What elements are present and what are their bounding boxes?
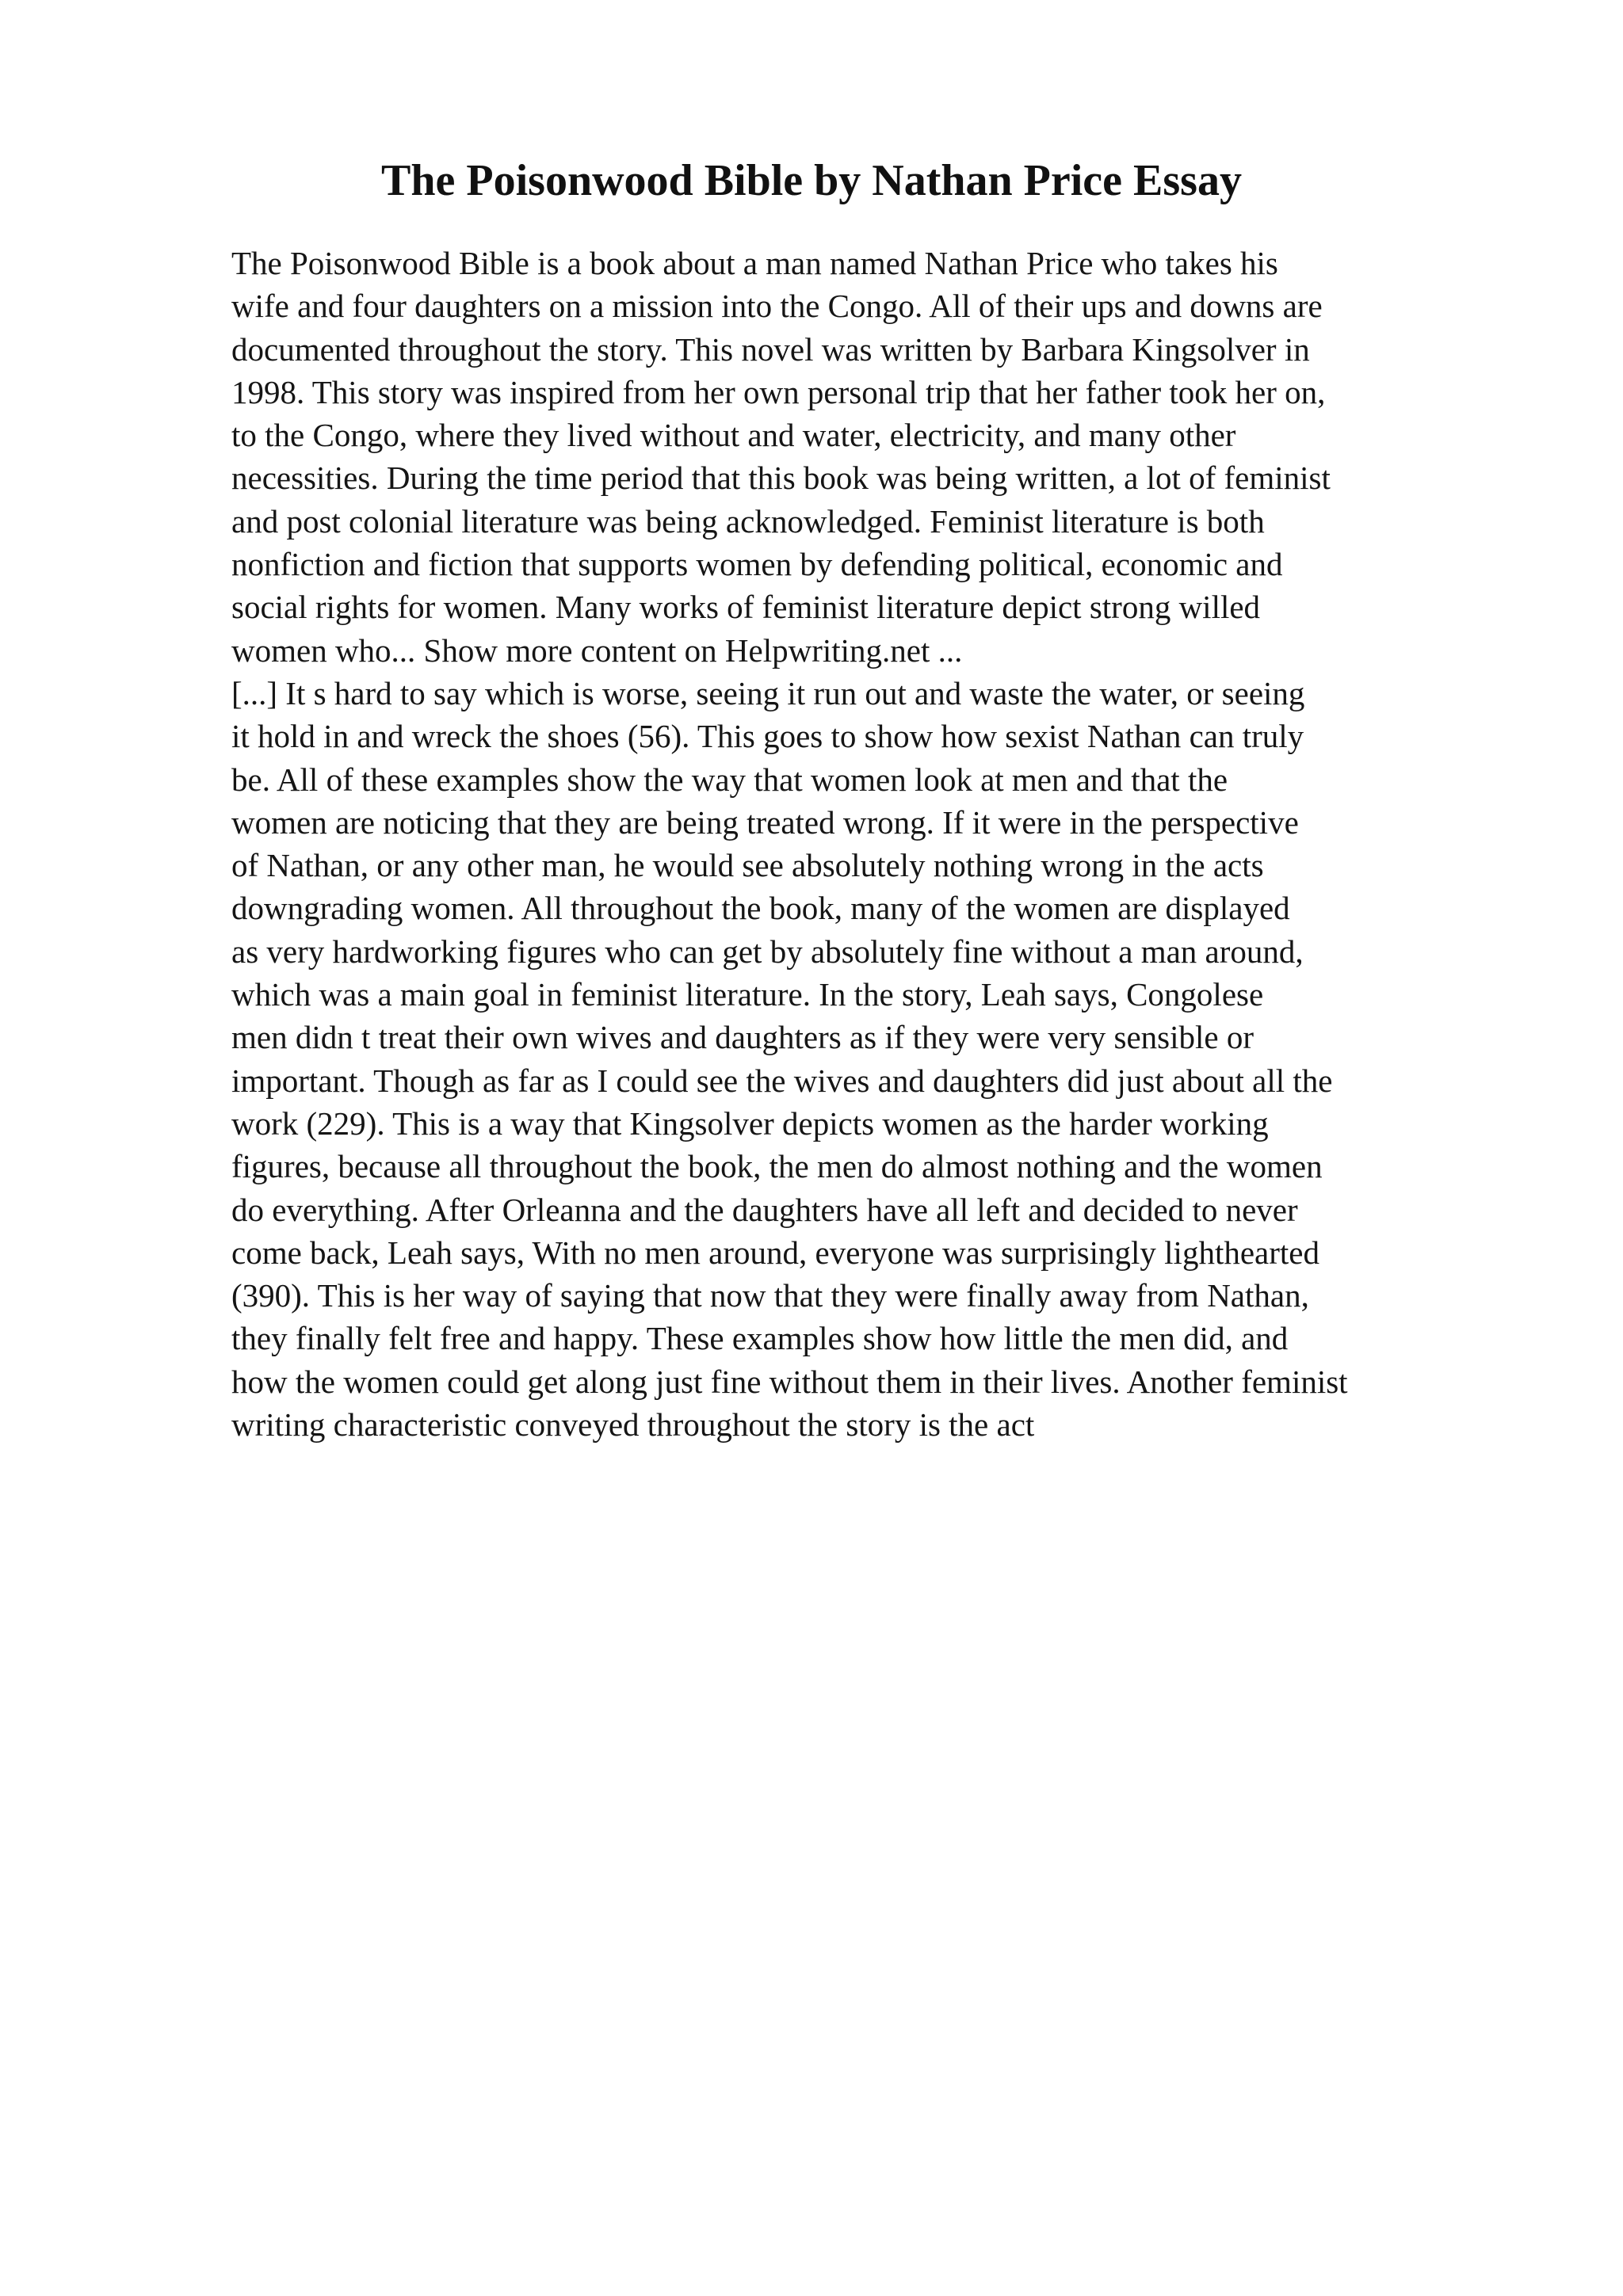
essay-line: social rights for women. Many works of feminist literature depict strong willed bbox=[231, 589, 1261, 626]
essay-line: necessities. During the time period that this book was being written, a lot of feminist bbox=[231, 460, 1331, 497]
essay-line: how the women could get along just fine without them in their lives. Another feminist bbox=[231, 1363, 1348, 1400]
document-title: The Poisonwood Bible by Nathan Price Essay bbox=[381, 156, 1242, 205]
essay-line: [...] It s hard to say which is worse, seeing it run out and waste the water, or seeing bbox=[231, 674, 1305, 711]
essay-line: of Nathan, or any other man, he would see absolutely nothing wrong in the acts bbox=[231, 847, 1264, 884]
essay-body bbox=[231, 242, 1531, 1446]
essay-line: writing characteristic conveyed throughout the story is the act bbox=[231, 1406, 1035, 1444]
essay-line: wife and four daughters on a mission into the Congo. All of their ups and downs are bbox=[231, 288, 1323, 325]
essay-line: women are noticing that they are being treated wrong. If it were in the perspective bbox=[231, 803, 1299, 841]
essay-line: downgrading women. All throughout the book, many of the women are displayed bbox=[231, 890, 1290, 927]
essay-line: nonfiction and fiction that supports women by defending political, economic and bbox=[231, 546, 1283, 583]
essay-line: it hold in and wreck the shoes (56). This goes to show how sexist Nathan can truly bbox=[231, 718, 1304, 755]
essay-line: figures, because all throughout the book, the men do almost nothing and the women bbox=[231, 1148, 1323, 1185]
essay-line: and post colonial literature was being acknowledged. Feminist literature is both bbox=[231, 502, 1265, 540]
show-more-line: women who... Show more content on Helpwriting.net ... bbox=[231, 631, 963, 669]
essay-line: to the Congo, where they lived without and water, electricity, and many other bbox=[231, 417, 1236, 454]
essay-line: they finally felt free and happy. These examples show how little the men did, and bbox=[231, 1320, 1289, 1357]
essay-line: documented throughout the story. This novel was written by Barbara Kingsolver in bbox=[231, 330, 1310, 368]
essay-line: men didn t treat their own wives and daughters as if they were very sensible or bbox=[231, 1019, 1254, 1056]
essay-line: do everything. After Orleanna and the daughters have all left and decided to never bbox=[231, 1191, 1298, 1228]
essay-line: important. Though as far as I could see the wives and daughters did just about all the bbox=[231, 1062, 1333, 1099]
essay-line: The Poisonwood Bible is a book about a man named Nathan Price who takes his bbox=[231, 245, 1278, 281]
essay-line: come back, Leah says, With no men around, everyone was surprisingly lighthearted bbox=[231, 1234, 1319, 1271]
essay-line: which was a main goal in feminist literature. In the story, Leah says, Congolese bbox=[231, 976, 1264, 1013]
essay-line: be. All of these examples show the way that women look at men and that the bbox=[231, 761, 1228, 798]
essay-line: (390). This is her way of saying that now that they were finally away from Nathan, bbox=[231, 1277, 1309, 1314]
essay-line: 1998. This story was inspired from her own personal trip that her father took her on, bbox=[231, 373, 1326, 410]
essay-line: work (229). This is a way that Kingsolver depicts women as the harder working bbox=[231, 1104, 1269, 1142]
essay-line: as very hardworking figures who can get by absolutely fine without a man around, bbox=[231, 933, 1304, 970]
